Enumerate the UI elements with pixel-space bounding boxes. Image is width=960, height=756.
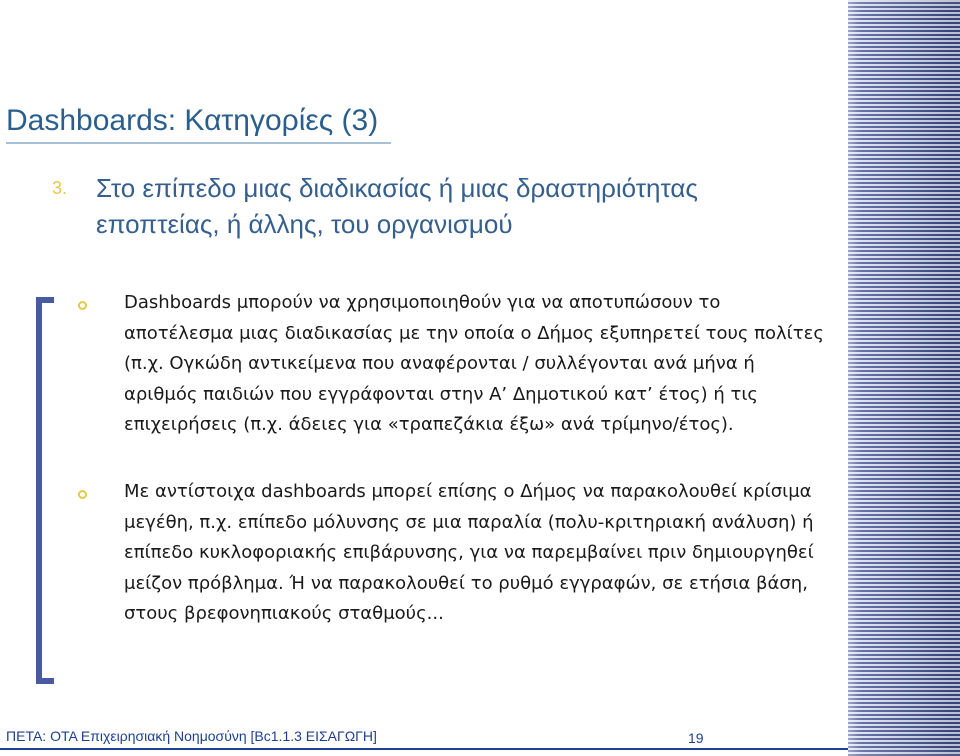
title-underline (6, 142, 391, 144)
heading-number: 3. (52, 178, 68, 198)
footer-rule (0, 748, 848, 750)
bullet-circle-icon (78, 490, 87, 499)
bullet-item-2: Με αντίστοιχα dashboards μπορεί επίσης ο Δήμος να παρακολουθεί κρίσιμα μεγέθη, π.χ. επίπεδο μόλυνσης σε μια παραλία (πολυ-κριτηριακή ανάλυση) ή επίπεδο κυκλοφοριακής επιβάρυνσης, για να παρεμβαίνει πριν δημιουργηθεί μείζον πρόβλημα. Ή να παρακολουθεί το ρυθμό εγγραφών, σε ετήσια βάση, στους βρεφονηπιακούς σταθμούς... (124, 481, 814, 624)
page-number: 19 (688, 730, 704, 746)
bullet-item-1: Dashboards μπορούν να χρησιμοποιηθούν για να αποτυπώσουν το αποτέλεσμα μιας διαδικασίας με την οποία ο Δήμος εξυπηρετεί τους πολίτες (π.χ. Ογκώδη αντικείμενα που αναφέρονται / συλλέγονται ανά μήνα ή αριθμός παιδιών που εγγράφονται στην Α’ Δημοτικού κατ’ έτος) ή τις επιχειρήσεις (π.χ. άδειες για «τραπεζάκια έξω» ανά τρίμηνο/έτος). (124, 292, 824, 435)
decorative-side-band (848, 0, 960, 756)
section-heading: Στο επίπεδο μιας διαδικασίας ή μιας δραστηριότητας εποπτείας, ή άλλης, του οργανισμού (96, 173, 698, 239)
bullet-circle-icon (78, 301, 87, 310)
left-bracket-decoration (36, 297, 54, 684)
slide-title: Dashboards: Κατηγορίες (3) (6, 104, 379, 137)
footer-course-label: ΠΕΤΑ: ΟΤΑ Επιχειρησιακή Νοημοσύνη [Βc1.1.3 ΕΙΣΑΓΩΓΗ] (6, 728, 377, 744)
